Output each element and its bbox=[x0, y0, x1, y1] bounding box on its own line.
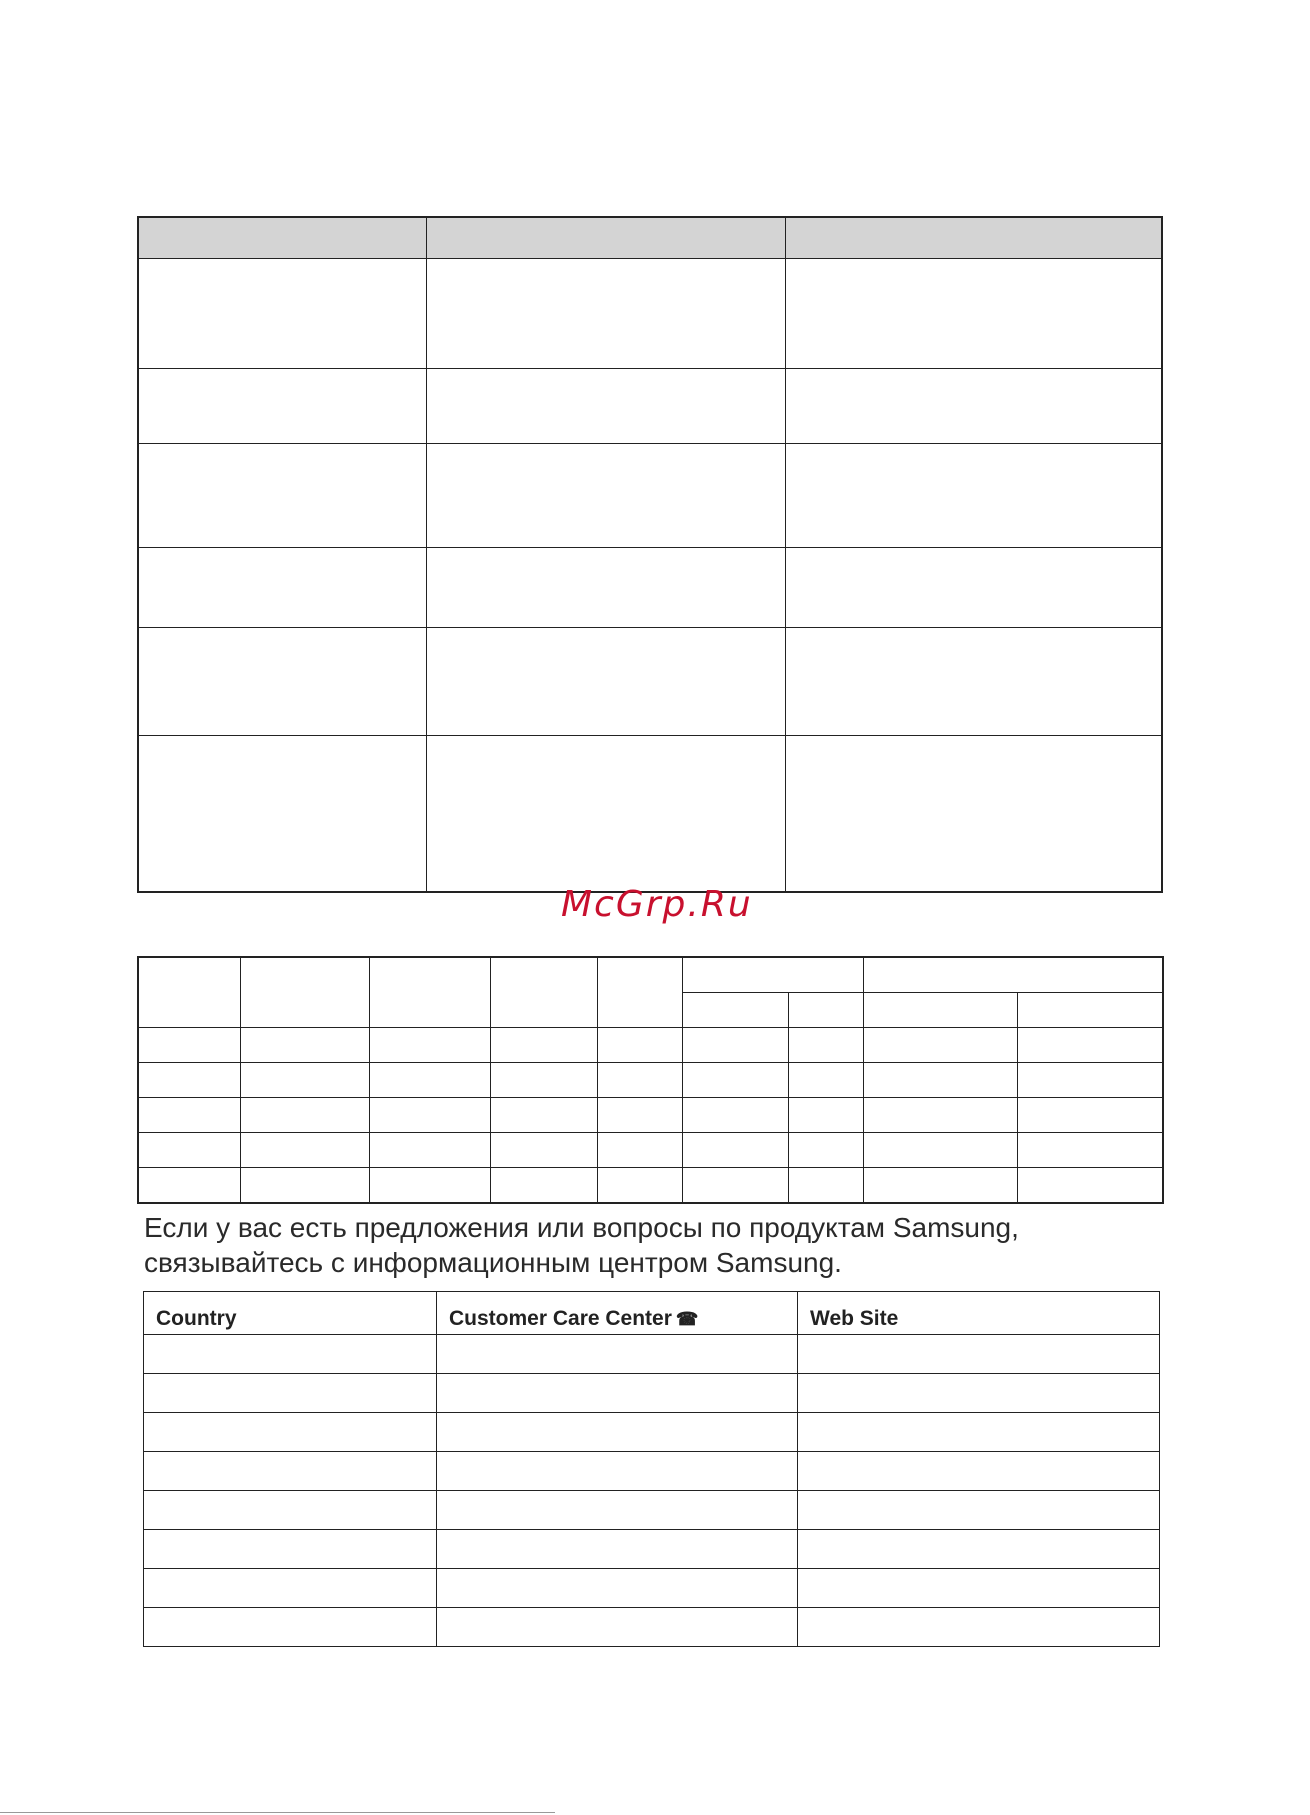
table-row bbox=[138, 259, 1162, 369]
table-cell bbox=[427, 628, 786, 736]
table-cell bbox=[138, 628, 427, 736]
table-cell bbox=[683, 957, 864, 993]
table-row bbox=[144, 1491, 1160, 1530]
table-row bbox=[144, 1569, 1160, 1608]
spec-table bbox=[137, 216, 1163, 893]
header-cell bbox=[427, 217, 786, 259]
table-row bbox=[144, 1374, 1160, 1413]
table-cell bbox=[786, 259, 1163, 369]
contact-table-header bbox=[144, 1292, 1160, 1335]
table-cell bbox=[598, 957, 683, 1028]
table-cell bbox=[138, 548, 427, 628]
table-cell bbox=[786, 444, 1163, 548]
table-row bbox=[138, 1028, 1163, 1063]
table-row bbox=[144, 1530, 1160, 1569]
table-cell bbox=[138, 444, 427, 548]
table-cell bbox=[491, 957, 598, 1028]
contact-intro bbox=[144, 1210, 1204, 1280]
table-cell bbox=[370, 957, 491, 1028]
header-cell bbox=[138, 217, 427, 259]
column-header-web-site: Web Site bbox=[798, 1292, 1160, 1335]
table-row bbox=[144, 1452, 1160, 1491]
table-cell bbox=[786, 628, 1163, 736]
table-row bbox=[138, 628, 1162, 736]
table-cell bbox=[427, 369, 786, 444]
watermark-text: McGrp.Ru bbox=[561, 884, 753, 925]
table-row bbox=[138, 369, 1162, 444]
column-header-care-center-label: Customer Care Center bbox=[449, 1307, 672, 1330]
table-cell bbox=[683, 993, 789, 1028]
table-cell bbox=[786, 548, 1163, 628]
column-header-country: Country bbox=[144, 1292, 437, 1335]
table-row bbox=[138, 548, 1162, 628]
table-cell bbox=[427, 259, 786, 369]
grid-header-row bbox=[138, 957, 1163, 993]
intro-line: связывайтесь с информационным центром Samsung. bbox=[144, 1247, 842, 1278]
table-cell bbox=[1018, 993, 1164, 1028]
table-cell bbox=[427, 444, 786, 548]
table-row bbox=[138, 1098, 1163, 1133]
intro-line: Если у вас есть предложения или вопросы по продуктам Samsung, bbox=[144, 1212, 1019, 1243]
telephone-icon: ☎ bbox=[675, 1309, 699, 1329]
table-row bbox=[144, 1413, 1160, 1452]
table-cell bbox=[138, 736, 427, 892]
column-header-care-center bbox=[437, 1292, 798, 1335]
table-row bbox=[138, 1133, 1163, 1168]
table-row bbox=[144, 1608, 1160, 1647]
table-row bbox=[138, 1063, 1163, 1098]
table-cell bbox=[427, 548, 786, 628]
table-row bbox=[138, 1168, 1163, 1204]
table-cell bbox=[427, 736, 786, 892]
table-cell bbox=[786, 369, 1163, 444]
table-cell bbox=[138, 259, 427, 369]
table-cell bbox=[138, 369, 427, 444]
table-row bbox=[144, 1335, 1160, 1374]
table-cell bbox=[864, 993, 1018, 1028]
table-cell bbox=[241, 957, 370, 1028]
contact-table bbox=[143, 1291, 1160, 1647]
table-cell bbox=[789, 993, 864, 1028]
footer-divider bbox=[0, 1812, 555, 1813]
table-cell bbox=[138, 957, 241, 1028]
table-row bbox=[138, 444, 1162, 548]
table-row bbox=[138, 736, 1162, 892]
table-cell bbox=[864, 957, 1164, 993]
grid-table bbox=[137, 956, 1164, 1204]
spec-table-header bbox=[138, 217, 1162, 259]
table-cell bbox=[786, 736, 1163, 892]
header-cell bbox=[786, 217, 1163, 259]
